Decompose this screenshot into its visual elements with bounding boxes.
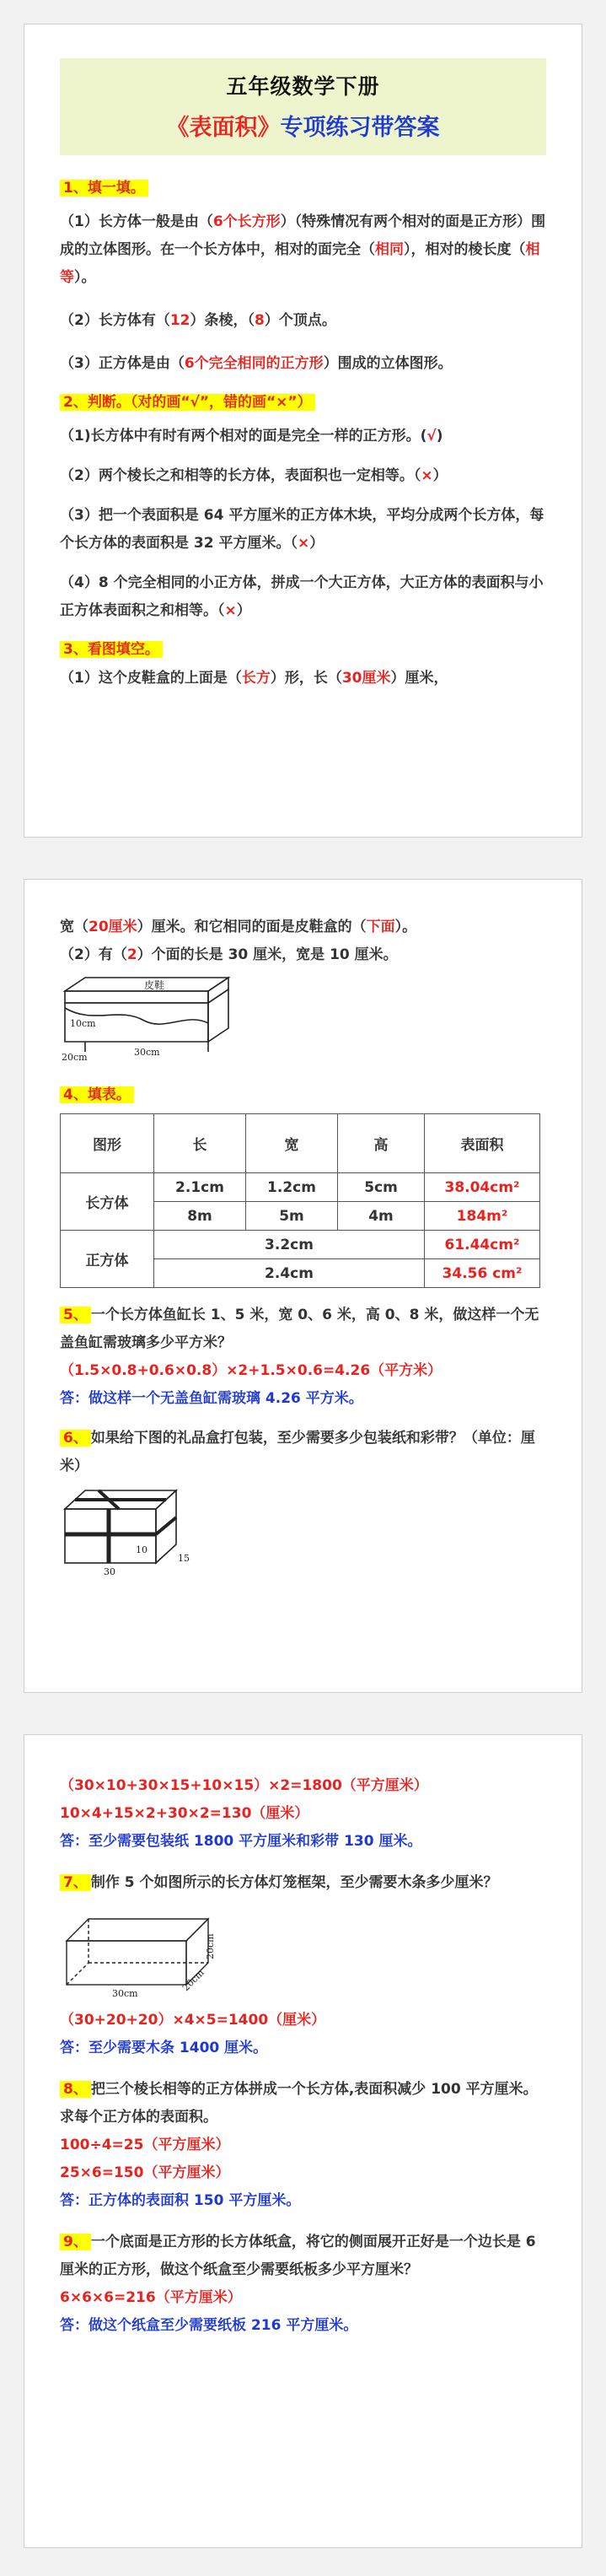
s3-q1-part1: （1）这个皮鞋盒的上面是（长方）形，长（30厘米）厘米， — [60, 670, 448, 687]
giftbox-length-label: 30 — [104, 1566, 115, 1576]
s8-answer: 答：正方体的表面积 150 平方厘米。 — [60, 2192, 301, 2209]
page-subtitle: 《表面积》专项练习带答案 — [166, 115, 440, 141]
title-banner — [60, 58, 546, 155]
table-cell-answer: 184m² — [425, 1202, 540, 1231]
s5-answer: 答：做这样一个无盖鱼缸需玻璃 4.26 平方米。 — [60, 1390, 363, 1407]
fill-in-table — [60, 1113, 540, 1288]
s3-q2: （2）有（2）个面的长是 30 厘米，宽是 10 厘米。 — [60, 946, 398, 963]
table-cell: 1.2cm — [246, 1173, 338, 1202]
section-2-title: 2、判断。（对的画“√”，错的画“×”） — [60, 390, 546, 411]
s7-question: 7、 制作 5 个如图所示的长方体灯笼框架，至少需要木条多少厘米？ — [60, 1869, 546, 1897]
s1-q3: （3）正方体是由（6个完全相同的正方形）围成的立体图形。 — [60, 355, 453, 372]
s9-calc: 6×6×6=216（平方厘米） — [60, 2289, 242, 2306]
giftbox-height-label: 10 — [136, 1544, 147, 1555]
s5-question: 5、 一个长方体鱼缸长 1、5 米，宽 0、6 米，高 0、8 米，做这样一个无盖鱼缸需玻璃多少平方米？ — [60, 1307, 539, 1351]
table-cell: 3.2cm — [154, 1231, 425, 1259]
table-header: 高 — [338, 1114, 425, 1173]
section-4-title: 4、填表。 — [60, 1082, 546, 1103]
giftbox-width-label: 15 — [178, 1553, 190, 1564]
shoebox-height-label: 10cm — [70, 1018, 96, 1029]
table-cell: 8m — [154, 1202, 246, 1231]
s9-answer: 答：做这个纸盒至少需要纸板 216 平方厘米。 — [60, 2317, 358, 2334]
table-row-label: 正方体 — [61, 1231, 154, 1288]
table-cell: 2.4cm — [154, 1259, 425, 1288]
shoebox-figure — [60, 974, 254, 1067]
lantern-frame-figure — [60, 1900, 228, 2002]
s7-answer: 答：至少需要木条 1400 厘米。 — [60, 2040, 268, 2056]
table-header: 长 — [154, 1114, 246, 1173]
table-cell-answer: 34.56 cm² — [425, 1259, 540, 1288]
shoebox-width-label: 20cm — [62, 1052, 88, 1063]
s6-calc2: 10×4+15×2+30×2=130（厘米） — [60, 1805, 309, 1822]
table-header: 图形 — [61, 1114, 154, 1173]
s2-q3: （3）把一个表面积是 64 平方厘米的正方体木块，平均分成两个长方体，每个长方体的表面积是 32 平方厘米。（×） — [60, 507, 544, 552]
table-row-label: 长方体 — [61, 1173, 154, 1231]
lantern-length-label: 30cm — [112, 1988, 138, 1999]
page-title: 五年级数学下册 — [226, 74, 380, 99]
page-2 — [24, 879, 582, 1693]
table-cell-answer: 38.04cm² — [425, 1173, 540, 1202]
page-3 — [24, 1734, 582, 2548]
s9-question: 9、 一个底面是正方形的长方体纸盒，将它的侧面展开正好是一个边长是 6 厘米的正方形，做这个纸盒至少需要纸板多少平方厘米？ — [60, 2234, 536, 2278]
lantern-width-label: 20cm — [180, 1967, 206, 1994]
s2-q1: （1)长方体中有时有两个相对的面是完全一样的正方形。(√) — [60, 428, 443, 445]
table-cell: 2.1cm — [154, 1173, 246, 1202]
s2-q4: （4）8 个完全相同的小正方体，拼成一个大正方体，大正方体的表面积与小正方体表面积之和相等。（×） — [60, 574, 544, 619]
table-cell: 5cm — [338, 1173, 425, 1202]
table-header: 宽 — [246, 1114, 338, 1173]
section-3-title: 3、看图填空。 — [60, 637, 546, 658]
s2-q2: （2）两个棱长之和相等的长方体，表面积也一定相等。（×） — [60, 467, 448, 484]
s8-calc2: 25×6=150（平方厘米） — [60, 2164, 230, 2181]
s8-question: 8、 把三个棱长相等的正方体拼成一个长方体,表面积减少 100 平方厘米。求每个正方体的表面积。 — [60, 2081, 538, 2126]
lantern-height-label: 20cm — [205, 1933, 216, 1959]
s6-question: 6、 如果给下图的礼品盒打包装，至少需要多少包装纸和彩带？（单位：厘米） — [60, 1430, 535, 1474]
page-1 — [24, 24, 582, 838]
s1-q2: （2）长方体有（12）条棱，（8）个顶点。 — [60, 312, 336, 329]
s5-calc: （1.5×0.8+0.6×0.8）×2+1.5×0.6=4.26（平方米） — [60, 1362, 442, 1379]
s7-calc: （30+20+20）×4×5=1400（厘米） — [60, 2012, 326, 2029]
section-1-title: 1、填一填。 — [60, 175, 546, 197]
table-cell: 4m — [338, 1202, 425, 1231]
table-cell: 5m — [246, 1202, 338, 1231]
s6-answer: 答：至少需要包装纸 1800 平方厘米和彩带 130 厘米。 — [60, 1833, 422, 1850]
shoebox-length-label: 30cm — [134, 1047, 160, 1058]
table-header: 表面积 — [425, 1114, 540, 1173]
shoebox-lid-label: 皮鞋 — [144, 979, 165, 991]
giftbox-figure — [60, 1484, 203, 1576]
table-cell-answer: 61.44cm² — [425, 1231, 540, 1259]
s3-q1-part2: 宽（20厘米）厘米。和它相同的面是皮鞋盒的（下面）。 — [60, 919, 417, 935]
s8-calc1: 100÷4=25（平方厘米） — [60, 2137, 230, 2153]
s6-calc1: （30×10+30×15+10×15）×2=1800（平方厘米） — [60, 1777, 428, 1794]
s1-q1: （1）长方体一般是由（6个长方形）（特殊情况有两个相对的面是正方形）围成的立体图形。在一个长方体中，相对的面完全（相同），相对的棱长度（相等）。 — [60, 213, 546, 286]
